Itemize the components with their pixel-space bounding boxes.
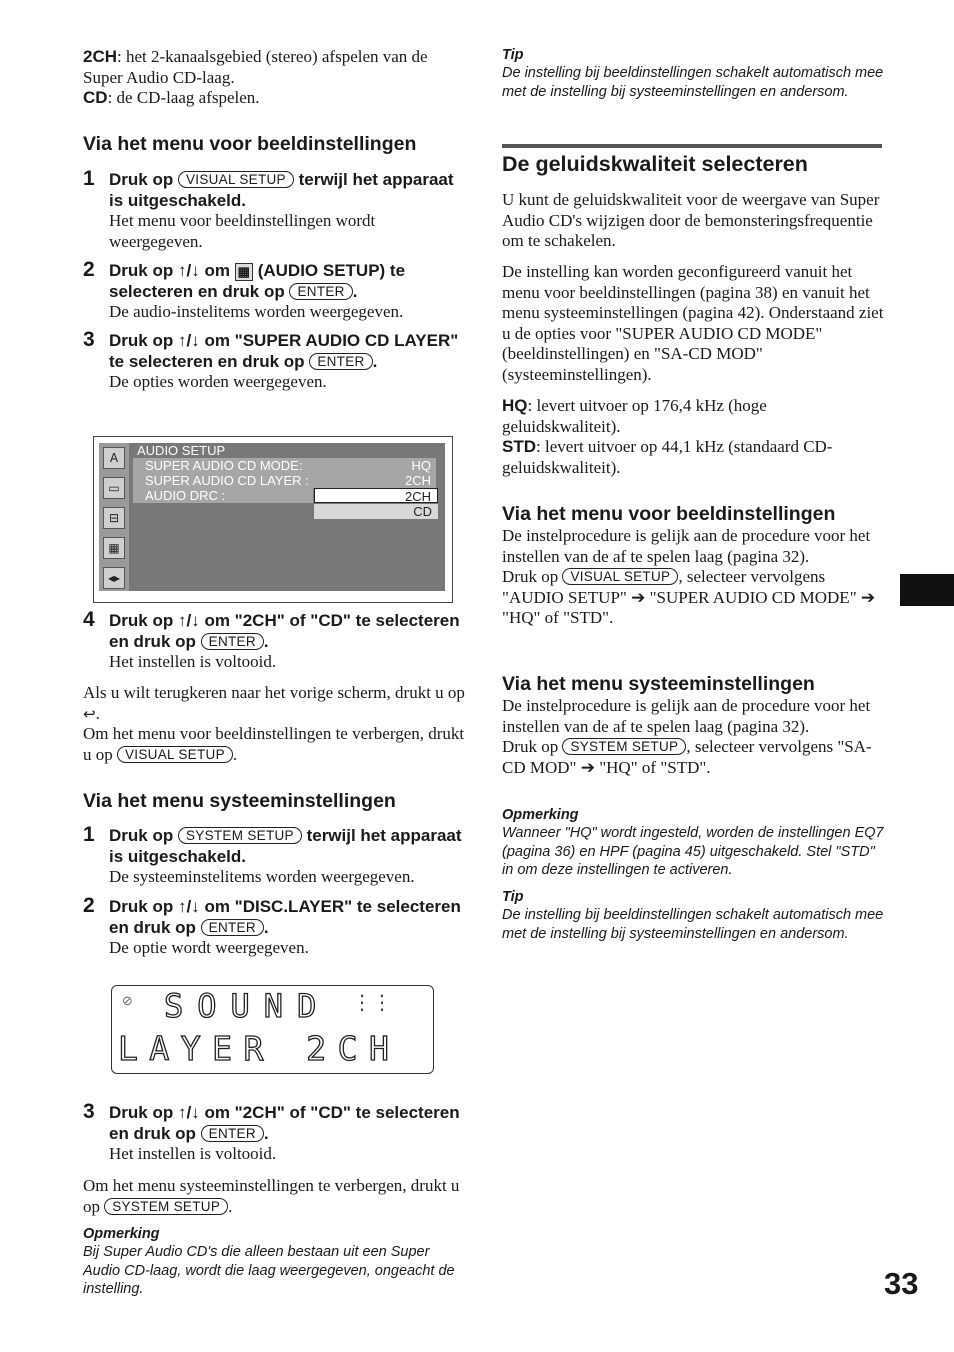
level-bars-icon: ⋮⋮: [352, 990, 392, 1014]
step-number: 3: [83, 328, 95, 351]
menu-row-value: 2CH: [404, 473, 431, 488]
step-description: Het menu voor beeldinstellingen wordt weergegeven.: [109, 211, 376, 251]
tip-text: De instelling bij beeldinstellingen schakelt automatisch mee met de instelling bij systeeminstellingen en andersom.: [502, 907, 884, 942]
step-description: Het instellen is voltooid.: [109, 1144, 277, 1163]
system-setup-key: SYSTEM SETUP: [178, 827, 302, 844]
menu-title: AUDIO SETUP: [137, 443, 226, 458]
tip-text: De instelling bij beeldinstellingen schakelt automatisch mee met de instelling bij systeeminstellingen en andersom.: [502, 65, 884, 100]
step-description: Het instellen is voltooid.: [109, 652, 277, 671]
screen-panel: [99, 443, 445, 591]
note-heading: Opmerking: [83, 1226, 160, 1242]
system-setup-key: SYSTEM SETUP: [562, 738, 686, 755]
system-step-2: Druk op ↑/↓ om "DISC.LAYER" te selecteren en druk op ENTER . De optie wordt weergegeven.: [109, 897, 469, 959]
note-text: Wanneer "HQ" wordt ingesteld, worden de instellingen EQ7 (pagina 36) en HPF (pagina 45) uitgeschakeld. Stel "STD" in om deze instellingen te activeren.: [502, 825, 884, 878]
display-icon: ▭: [103, 477, 125, 499]
step-number: 1: [83, 823, 95, 846]
intro-paragraph: U kunt de geluidskwaliteit voor de weergave van Super Audio CD's wijzigen door de bemonsteringsfrequentie om te schakelen.: [502, 190, 880, 250]
step-number: 1: [83, 167, 95, 190]
return-paragraph: Als u wilt terugkeren naar het vorige scherm, drukt u op ↩. Om het menu voor beeldinstellingen te verbergen, drukt u op VISUAL SETUP .: [83, 683, 465, 764]
lcd-line-2: LAYER 2CH: [118, 1029, 401, 1068]
intro-2ch: 2CH: het 2-kanaalsgebied (stereo) afspelen van de Super Audio CD-laag.: [83, 47, 428, 87]
language-icon: A: [103, 447, 125, 469]
note-left: [83, 1225, 468, 1299]
visual-setup-key: VISUAL SETUP: [117, 746, 233, 763]
note-right: [502, 806, 887, 880]
option-2ch: 2CH: [314, 488, 438, 503]
page-number: 33: [884, 1266, 919, 1301]
menu-row-value: HQ: [411, 458, 431, 473]
visual-step-4: Druk op ↑/↓ om "2CH" of "CD" te selecteren en druk op ENTER . Het instellen is voltooid.: [109, 611, 469, 673]
menu-icon-column: [99, 443, 129, 591]
visual-setup-key: VISUAL SETUP: [562, 568, 678, 585]
step-description: De audio-instelitems worden weergegeven.: [109, 302, 404, 321]
tip-1: [502, 46, 887, 101]
section-rule: [502, 144, 882, 148]
system-setup-key: SYSTEM SETUP: [104, 1198, 228, 1215]
chapter-tab: [900, 574, 954, 606]
up-down-arrows-icon: ↑/↓: [177, 261, 200, 280]
hide-system-paragraph: Om het menu systeeminstellingen te verbergen, drukt u op SYSTEM SETUP .: [83, 1176, 460, 1216]
enter-key: ENTER: [289, 283, 352, 300]
tip-heading: Tip: [502, 889, 524, 905]
lcd-line-1: SOUND: [164, 987, 331, 1025]
config-paragraph: De instelling kan worden geconfigureerd vanuit het menu voor beeldinstellingen (pagina 38) en vanuit het menu systeeminstellingen (pagina 42). Onderstaand ziet u de opties voor "SUPER AUDIO CD MODE" (beeldinstellingen) en "SA-CD MOD" (systeeminstellingen).: [502, 262, 884, 384]
option-std: STD: levert uitvoer op 44,1 kHz (standaard CD-geluidskwaliteit).: [502, 437, 833, 477]
system-step-3: Druk op ↑/↓ om "2CH" of "CD" te selecteren en druk op ENTER . Het instellen is voltooid.: [109, 1103, 469, 1165]
step-number: 4: [83, 608, 95, 631]
up-down-arrows-icon: ↑/↓: [177, 331, 200, 350]
enter-key: ENTER: [201, 633, 264, 650]
tip-2: [502, 888, 887, 943]
visual-procedure: De instelprocedure is gelijk aan de procedure voor het instellen van de af te spelen laag (pagina 32). Druk op VISUAL SETUP , selecteer vervolgens "AUDIO SETUP" ➔ "SUPER AUDIO CD MODE" ➔ "HQ" of "STD".: [502, 526, 876, 627]
enter-key: ENTER: [201, 919, 264, 936]
intro-cd: CD: de CD-laag afspelen.: [83, 88, 260, 107]
note-text: Bij Super Audio CD's die alleen bestaan uit een Super Audio CD-laag, wordt die laag weergegeven, ongeacht de instelling.: [83, 1244, 455, 1297]
system-heading-left: Via het menu systeeminstellingen: [83, 790, 396, 812]
step-number: 2: [83, 894, 95, 917]
system-heading-right: Via het menu systeeminstellingen: [502, 673, 815, 695]
step-number: 2: [83, 258, 95, 281]
up-down-arrows-icon: ↑/↓: [177, 611, 200, 630]
lcd-display: [111, 985, 434, 1074]
step-description: De opties worden weergegeven.: [109, 372, 327, 391]
system-procedure: De instelprocedure is gelijk aan de procedure voor het instellen van de af te spelen laag (pagina 32). Druk op SYSTEM SETUP , selecteer vervolgens "SA-CD MOD" ➔ "HQ" of "STD".: [502, 696, 872, 777]
note-heading: Opmerking: [502, 807, 579, 823]
audio-setup-screen: [93, 436, 453, 603]
visual-heading-right: Via het menu voor beeldinstellingen: [502, 503, 836, 525]
intro: [83, 47, 463, 109]
visual-step-3: Druk op ↑/↓ om "SUPER AUDIO CD LAYER" te selecteren en druk op ENTER . De opties worden weergegeven.: [109, 331, 469, 393]
visual-setup-key: VISUAL SETUP: [178, 171, 294, 188]
up-down-arrows-icon: ↑/↓: [177, 1103, 200, 1122]
option-cd: CD: [314, 504, 438, 519]
quality-options: [502, 396, 884, 478]
audio-setup-icon: ▦: [235, 263, 253, 281]
system-step-1: Druk op SYSTEM SETUP terwijl het apparaat is uitgeschakeld. De systeeminstelitems worden weergegeven.: [109, 826, 469, 888]
enter-key: ENTER: [309, 353, 372, 370]
visual-heading-left: Via het menu voor beeldinstellingen: [83, 133, 417, 155]
speaker-icon: ◂▸: [103, 567, 125, 589]
up-down-arrows-icon: ↑/↓: [177, 897, 200, 916]
step-description: De systeeminstelitems worden weergegeven.: [109, 867, 415, 886]
visual-step-1: Druk op VISUAL SETUP terwijl het apparaat is uitgeschakeld. Het menu voor beeldinstellingen wordt weergegeven.: [109, 170, 469, 252]
step-description: De optie wordt weergegeven.: [109, 938, 309, 957]
disc-icon: ⊘: [122, 994, 133, 1009]
menu-row-label: AUDIO DRC :: [145, 488, 226, 503]
visual-step-2: Druk op ↑/↓ om ▦ (AUDIO SETUP) te selecteren en druk op ENTER . De audio-instelitems worden weergegeven.: [109, 261, 469, 323]
toolbox-icon: ⊟: [103, 507, 125, 529]
step-number: 3: [83, 1100, 95, 1123]
return-icon: ↩: [83, 704, 96, 723]
option-hq: HQ: levert uitvoer op 176,4 kHz (hoge geluidskwaliteit).: [502, 396, 767, 436]
enter-key: ENTER: [201, 1125, 264, 1142]
audio-setup-icon: ▦: [103, 537, 125, 559]
tip-heading: Tip: [502, 47, 524, 63]
menu-row-label: SUPER AUDIO CD MODE:: [145, 458, 303, 473]
section-title: De geluidskwaliteit selecteren: [502, 152, 808, 176]
menu-row-label: SUPER AUDIO CD LAYER :: [145, 473, 309, 488]
